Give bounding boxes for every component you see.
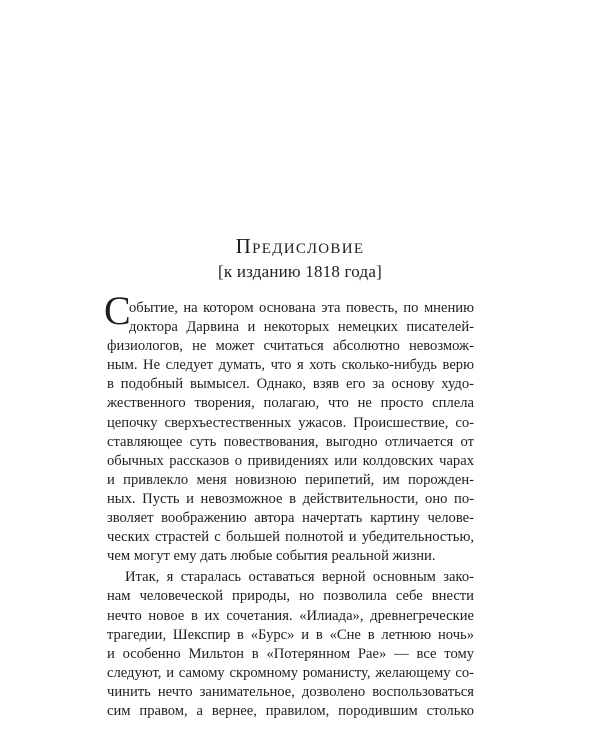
text-line: нечто новое в их сочетания. «Илиада», древнегреческие	[107, 607, 474, 624]
text-line: жественного творения, полагаю, что не просто сплела	[107, 395, 474, 412]
text-line: ных. Пусть и невозможное в действительности, оно по-	[107, 490, 474, 507]
body-text	[104, 288, 474, 721]
text-line: и особенно Мильтон в «Потерянном Рае» — все тому	[107, 645, 474, 662]
text-line: Итак, я старалась оставаться верной основным зако-	[125, 569, 474, 586]
paragraph-1	[104, 288, 474, 566]
drop-cap: С	[104, 288, 131, 333]
text-line: обычных рассказов о привидениях или колдовских чарах	[107, 452, 474, 469]
chapter-title: Предисловие	[235, 234, 365, 258]
text-line: цепочку сверхъестественных ужасов. Происшествие, со-	[107, 414, 474, 431]
text-line: трагедии, Шекспир в «Бурс» и в «Сне в летнюю ночь»	[107, 626, 474, 643]
text-line: следуют, и самому скромному романисту, желающему со-	[107, 664, 474, 681]
text-line: чинить нечто занимательное, дозволено воспользоваться	[107, 683, 474, 700]
text-line: ставляющее суть повествования, выгодно отличается от	[107, 433, 474, 450]
text-line: зволяет воображению автора начертать картину челове-	[107, 510, 474, 527]
text-line: физиологов, не может считаться абсолютно невозмож-	[107, 338, 474, 355]
text-line: ческих страстей с большей полнотой и убедительностью,	[107, 529, 474, 546]
text-line: доктора Дарвина и некоторых немецких писателей-	[129, 319, 474, 336]
text-line: ным. Не следует думать, что я хоть сколько-нибудь верю	[107, 357, 474, 374]
text-line: чем могут ему дать любые события реальной жизни.	[107, 548, 436, 565]
chapter-subtitle: [к изданию 1818 года]	[218, 262, 382, 281]
text-line: нам человеческой природы, но позволила себе внести	[107, 588, 474, 605]
text-line: в подобный вымысел. Однако, взяв его за основу худо-	[107, 376, 474, 393]
paragraph-2	[107, 568, 474, 721]
text-line: обытие, на котором основана эта повесть, по мнению	[129, 300, 474, 316]
text-line: и привлекло меня новизною перипетий, им порожден-	[107, 471, 474, 488]
text-line: сим правом, а вернее, правилом, породившим столько	[107, 702, 474, 719]
